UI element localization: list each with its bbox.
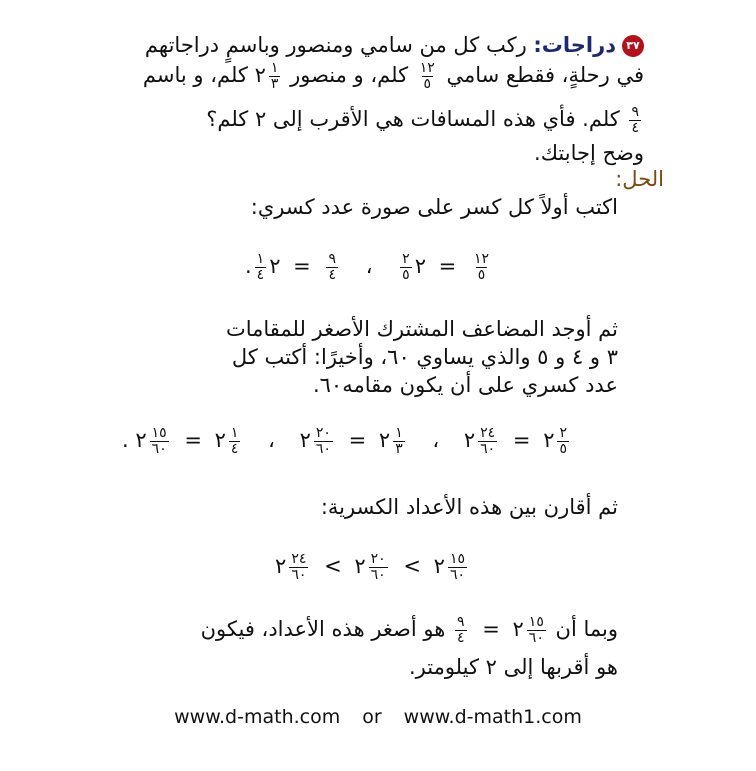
problem-text-3: كلم. فأي هذه المسافات هي الأقرب إلى ٢ كلم؟: [206, 107, 620, 131]
solution-step-2-line-2: ٣ و ٤ و ٥ والذي يساوي ٦٠، وأخيرًا: أكتب كل: [231, 345, 618, 369]
equation-1: $\frac{١٢}{٥}$ = ٢ $\frac{٢}{٥}$ ، $\frac{٩}{٤}$ = ٢ $\frac{١}{٤}$ .: [244, 250, 489, 283]
problem-text-2b: كلم، و منصور: [290, 63, 409, 87]
whole-mansour: ٢: [254, 63, 266, 87]
solution-step-2-line-3: عدد كسري على أن يكون مقامه٦٠.: [312, 373, 618, 397]
eq1-mixed-b: $\frac{١}{٤}$: [256, 250, 265, 283]
solution-step-3: ثم أقارن بين هذه الأعداد الكسرية:: [320, 495, 618, 519]
solution-label: الحل:: [615, 167, 664, 191]
fraction-sami: $\frac{١٢}{٥}$: [419, 59, 435, 92]
equation-2: $\frac{٢}{٥}$ ٢ = $\frac{٢٤}{٦٠}$ ٢ ، $\frac{١}{٣}$ ٢ = $\frac{٢٠}{٦٠}$ ٢ ، $\frac{١}{٤}$ ٢ = $\frac{١٥}{٦٠}$ ٢ .: [121, 424, 567, 457]
fraction-basim: $\frac{٩}{٤}$: [631, 103, 639, 136]
problem-text-2a: في رحلةٍ، فقطع سامي: [446, 63, 644, 87]
problem-title: دراجات:: [533, 33, 616, 57]
solution-step-1: اكتب أولاً كل كسر على صورة عدد كسري:: [250, 195, 618, 219]
footer-links: [0, 706, 756, 728]
eq1-fraction-a: $\frac{١٢}{٥}$: [473, 250, 489, 283]
conclusion-line-2: هو أقربها إلى ٢ كيلومتر.: [408, 655, 618, 679]
problem-line-1: [145, 30, 644, 60]
eq1-fraction-b: $\frac{٩}{٤}$: [328, 250, 336, 283]
equation-3: $\frac{١٥}{٦٠}$ ٢ > $\frac{٢٠}{٦٠}$ ٢ > $\frac{٢٤}{٦٠}$ ٢: [275, 550, 465, 583]
fraction-mansour: $\frac{١}{٣}$: [270, 59, 279, 92]
problem-text-2d: كلم، و باسم: [142, 63, 248, 87]
eq1-mixed-a: $\frac{٢}{٥}$: [402, 250, 410, 283]
footer-or: or: [362, 706, 382, 728]
problem-line-3: [206, 104, 644, 136]
problem-text-4: وضح إجابتك.: [534, 141, 644, 165]
problem-text-1: ركب كل من سامي ومنصور وباسمٍ دراجاتهم: [144, 33, 527, 57]
footer-site-2[interactable]: www.d-math1.com: [403, 706, 582, 728]
conclusion-line-1: وبما أن $\frac{١٥}{٦٠}$ ٢ = $\frac{٩}{٤}$ هو أصغر هذه الأعداد، فيكون: [200, 613, 618, 646]
problem-line-2: [143, 60, 644, 92]
footer-site-1[interactable]: www.d-math.com: [174, 706, 341, 728]
solution-step-2-line-1: ثم أوجد المضاعف المشترك الأصغر للمقامات: [225, 317, 618, 341]
question-number-badge: ٣٧: [622, 35, 644, 57]
